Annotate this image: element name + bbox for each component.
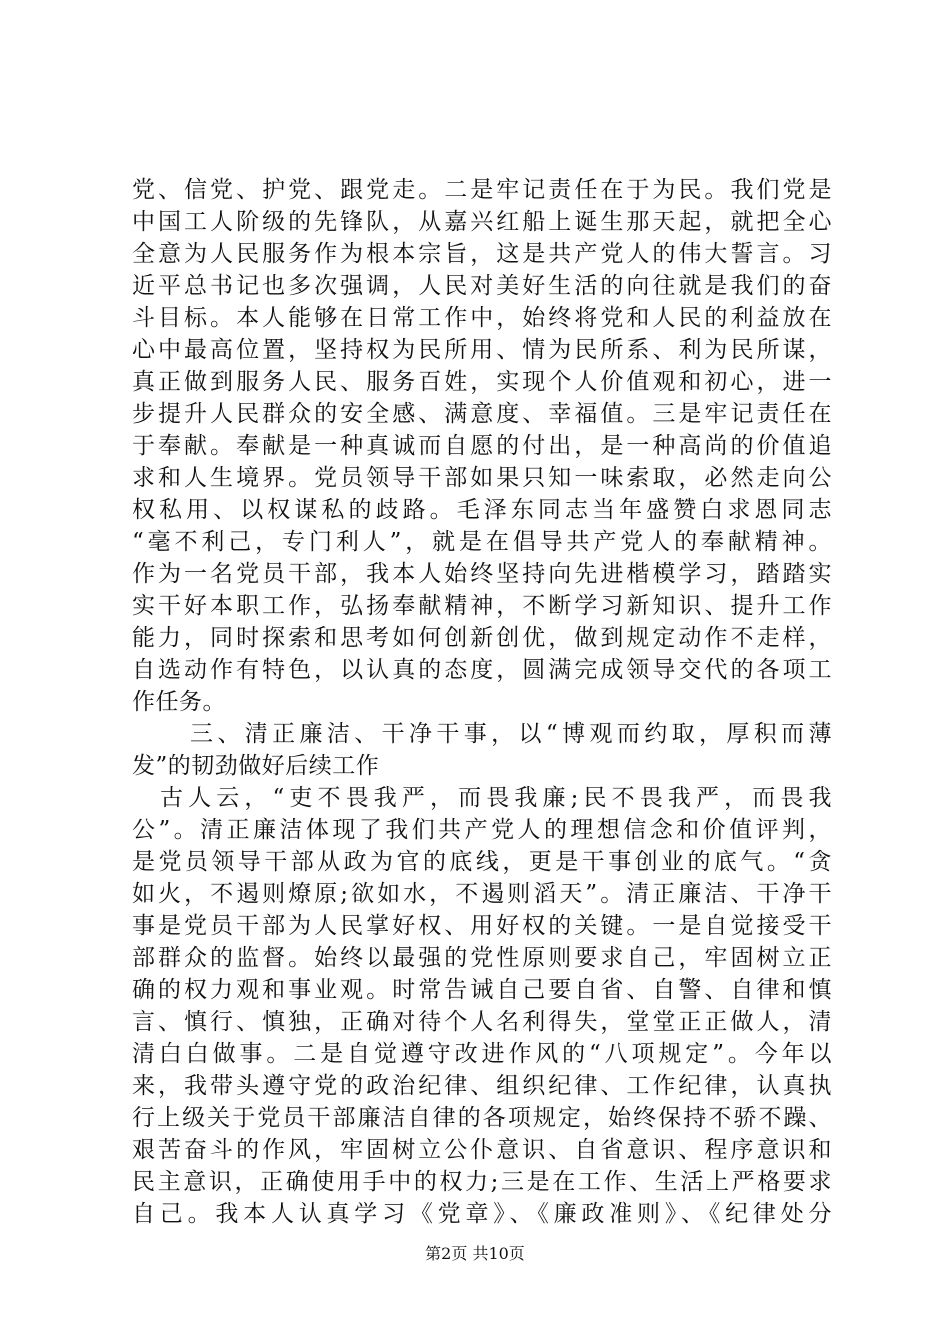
text-line: 党、信党、护党、跟党走。二是牢记责任在于为民。我们党是 bbox=[132, 177, 832, 203]
text-line: 三、清正廉洁、干净干事，以“博观而约取，厚积而薄 bbox=[190, 721, 832, 747]
text-line: 作任务。 bbox=[132, 689, 226, 715]
text-line: 求和人生境界。党员领导干部如果只知一味索取，必然走向公 bbox=[132, 465, 832, 491]
text-line: 部群众的监督。始终以最强的党性原则要求自己，牢固树立正 bbox=[132, 945, 832, 971]
text-line: 行上级关于党员干部廉洁自律的各项规定，始终保持不骄不躁、 bbox=[132, 1105, 832, 1131]
page-number-indicator: 第2页 共10页 bbox=[425, 1244, 525, 1263]
text-line: 艰苦奋斗的作风，牢固树立公仆意识、自省意识、程序意识和 bbox=[132, 1137, 832, 1163]
text-line: 事是党员干部为人民掌好权、用好权的关键。一是自觉接受干 bbox=[132, 913, 832, 939]
text-line: 中国工人阶级的先锋队，从嘉兴红船上诞生那天起，就把全心 bbox=[132, 209, 832, 235]
text-line: 言、慎行、慎独，正确对待个人名利得失，堂堂正正做人，清 bbox=[132, 1009, 832, 1035]
document-body bbox=[132, 174, 832, 1230]
text-line: 全意为人民服务作为根本宗旨，这是共产党人的伟大誓言。习 bbox=[132, 241, 832, 267]
text-line: 步提升人民群众的安全感、满意度、幸福值。三是牢记责任在 bbox=[132, 401, 832, 427]
text-line: 近平总书记也多次强调，人民对美好生活的向往就是我们的奋 bbox=[132, 273, 832, 299]
text-line: “毫不利己，专门利人”，就是在倡导共产党人的奉献精神。 bbox=[132, 529, 832, 555]
text-line: 清白白做事。二是自觉遵守改进作风的“八项规定”。今年以 bbox=[132, 1041, 832, 1067]
text-line: 如火，不遏则燎原;欲如水，不遏则滔天”。清正廉洁、干净干 bbox=[132, 881, 832, 907]
page-footer bbox=[0, 1244, 950, 1264]
text-line: 心中最高位置，坚持权为民所用、情为民所系、利为民所谋， bbox=[132, 337, 832, 363]
text-line: 是党员领导干部从政为官的底线，更是干事创业的底气。“贪 bbox=[132, 849, 832, 875]
text-line: 作为一名党员干部，我本人始终坚持向先进楷模学习，踏踏实 bbox=[132, 561, 832, 587]
text-line: 实干好本职工作，弘扬奉献精神，不断学习新知识、提升工作 bbox=[132, 593, 832, 619]
text-line: 自己。我本人认真学习《党章》、《廉政准则》、《纪律处分 bbox=[132, 1201, 832, 1227]
text-line: 古人云，“吏不畏我严，而畏我廉;民不畏我严，而畏我 bbox=[160, 785, 832, 811]
text-line: 自选动作有特色，以认真的态度，圆满完成领导交代的各项工 bbox=[132, 657, 832, 683]
text-line: 真正做到服务人民、服务百姓，实现个人价值观和初心，进一 bbox=[132, 369, 832, 395]
text-line: 来，我带头遵守党的政治纪律、组织纪律、工作纪律，认真执 bbox=[132, 1073, 832, 1099]
text-line: 公”。清正廉洁体现了我们共产党人的理想信念和价值评判， bbox=[132, 817, 832, 843]
text-line: 斗目标。本人能够在日常工作中，始终将党和人民的利益放在 bbox=[132, 305, 832, 331]
text-line: 发”的韧劲做好后续工作 bbox=[132, 753, 380, 779]
text-line: 能力，同时探索和思考如何创新创优，做到规定动作不走样， bbox=[132, 625, 832, 651]
text-line: 权私用、以权谋私的歧路。毛泽东同志当年盛赞白求恩同志 bbox=[132, 497, 832, 523]
text-line: 于奉献。奉献是一种真诚而自愿的付出，是一种高尚的价值追 bbox=[132, 433, 832, 459]
text-line: 确的权力观和事业观。时常告诫自己要自省、自警、自律和慎 bbox=[132, 977, 832, 1003]
text-line: 民主意识，正确使用手中的权力;三是在工作、生活上严格要求 bbox=[132, 1169, 832, 1195]
